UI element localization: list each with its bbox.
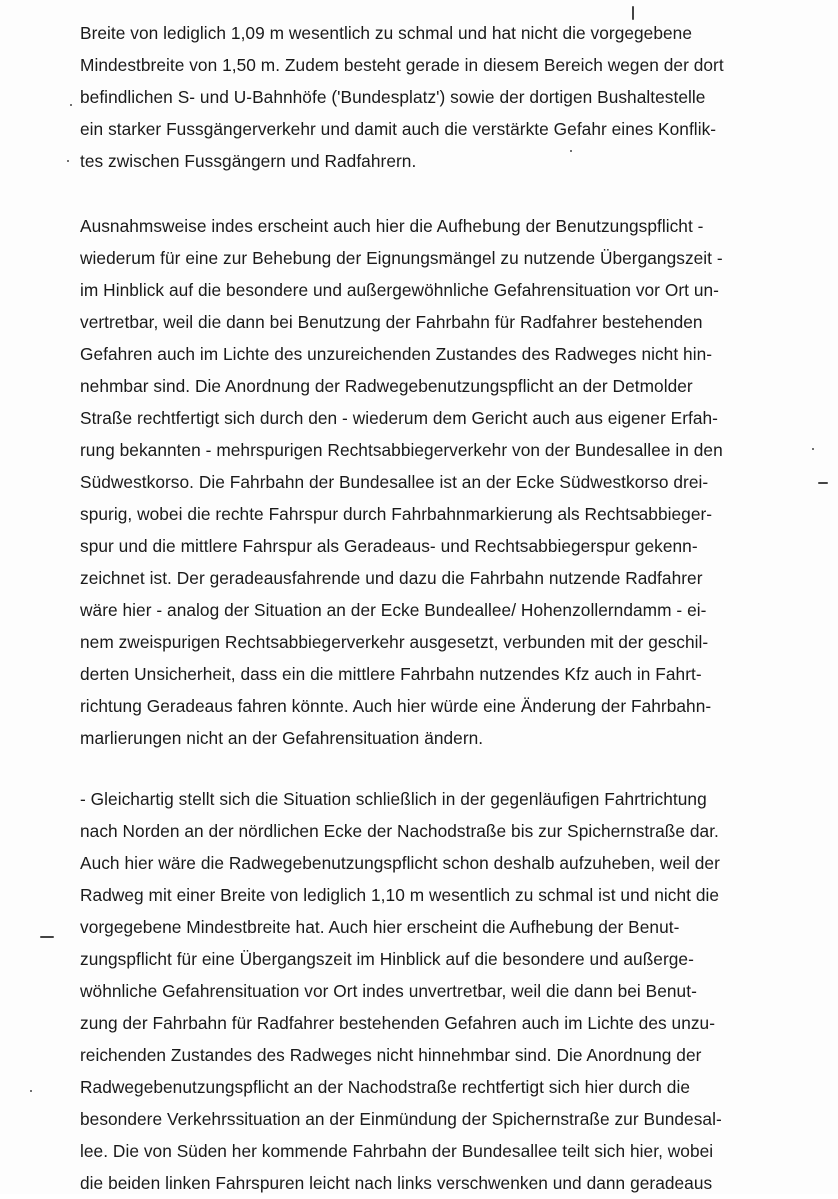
text-line: vertretbar, weil die dann bei Benutzung der Fahrbahn für Radfahrer bestehenden <box>80 312 703 332</box>
text-line: - Gleichartig stellt sich die Situation schließlich in der gegenläufigen Fahrtrichtung <box>80 789 707 809</box>
text-line: derten Unsicherheit, dass ein die mittlere Fahrbahn nutzendes Kfz auch in Fahrt- <box>80 664 702 684</box>
scan-speck <box>632 6 634 20</box>
text-line: vorgegebene Mindestbreite hat. Auch hier erscheint die Aufhebung der Benut- <box>80 917 680 937</box>
paragraph-3 <box>80 783 815 1199</box>
text-line: wäre hier - analog der Situation an der Ecke Bundeallee/ Hohenzollerndamm - ei- <box>80 600 707 620</box>
text-line: Radweg mit einer Breite von lediglich 1,10 m wesentlich zu schmal ist und nicht die <box>80 885 720 905</box>
scan-speck <box>570 150 572 152</box>
paragraph-1 <box>80 17 815 177</box>
scan-speck <box>70 104 72 106</box>
text-line: im Hinblick auf die besondere und außergewöhnliche Gefahrensituation vor Ort un- <box>80 280 719 300</box>
scan-speck <box>40 936 54 938</box>
text-line: die beiden linken Fahrspuren leicht nach links verschwenken und dann geradeaus <box>80 1173 713 1193</box>
text-line: wöhnliche Gefahrensituation vor Ort indes unvertretbar, weil die dann bei Benut- <box>80 981 697 1001</box>
text-line: nach Norden an der nördlichen Ecke der Nachodstraße bis zur Spichernstraße dar. <box>80 821 719 841</box>
text-line: ein starker Fussgängerverkehr und damit auch die verstärkte Gefahr eines Konflik- <box>80 119 717 139</box>
text-line: Auch hier wäre die Radwegebenutzungspflicht schon deshalb aufzuheben, weil der <box>80 853 720 873</box>
text-line: wiederum für eine zur Behebung der Eignungsmängel zu nutzende Übergangszeit - <box>80 248 723 268</box>
text-line: lee. Die von Süden her kommende Fahrbahn der Bundesallee teilt sich hier, wobei <box>80 1141 714 1161</box>
scan-speck <box>30 1090 32 1092</box>
text-line: nehmbar sind. Die Anordnung der Radwegebenutzungspflicht an der Detmolder <box>80 376 693 396</box>
scan-speck <box>812 448 814 450</box>
text-line: zeichnet ist. Der geradeausfahrende und dazu die Fahrbahn nutzende Radfahrer <box>80 568 703 588</box>
text-line: besondere Verkehrssituation an der Einmündung der Spichernstraße zur Bundesal- <box>80 1109 722 1129</box>
text-line: marlierungen nicht an der Gefahrensituation ändern. <box>80 728 484 748</box>
text-line: Breite von lediglich 1,09 m wesentlich zu schmal und hat nicht die vorgegebene <box>80 23 692 43</box>
text-line: Ausnahmsweise indes erscheint auch hier die Aufhebung der Benutzungspflicht - <box>80 216 704 236</box>
text-line: spur und die mittlere Fahrspur als Geradeaus- und Rechtsabbiegerspur gekenn- <box>80 536 698 556</box>
text-line: reichenden Zustandes des Radweges nicht hinnehmbar sind. Die Anordnung der <box>80 1045 702 1065</box>
text-line: rung bekannten - mehrspurigen Rechtsabbiegerverkehr von der Bundesallee in den <box>80 440 723 460</box>
text-line: Straße rechtfertigt sich durch den - wiederum dem Gericht auch aus eigener Erfah- <box>80 408 718 428</box>
text-line: zungspflicht für eine Übergangszeit im Hinblick auf die besondere und außerge- <box>80 949 694 969</box>
scan-speck <box>67 160 69 162</box>
text-line: richtung Geradeaus fahren könnte. Auch hier würde eine Änderung der Fahrbahn- <box>80 696 712 716</box>
paragraph-2 <box>80 210 815 754</box>
text-line: zung der Fahrbahn für Radfahrer bestehenden Gefahren auch im Lichte des unzu- <box>80 1013 716 1033</box>
text-line: spurig, wobei die rechte Fahrspur durch Fahrbahnmarkierung als Rechtsabbieger- <box>80 504 713 524</box>
scan-speck <box>818 482 828 484</box>
text-line: Gefahren auch im Lichte des unzureichenden Zustandes des Radweges nicht hin- <box>80 344 713 364</box>
text-line: tes zwischen Fussgängern und Radfahrern. <box>80 151 417 171</box>
text-line: nem zweispurigen Rechtsabbiegerverkehr ausgesetzt, verbunden mit der geschil- <box>80 632 709 652</box>
text-line: befindlichen S- und U-Bahnhöfe ('Bundesplatz') sowie der dortigen Bushaltestelle <box>80 87 706 107</box>
text-line: Radwegebenutzungspflicht an der Nachodstraße rechtfertigt sich hier durch die <box>80 1077 690 1097</box>
text-line: Mindestbreite von 1,50 m. Zudem besteht gerade in diesem Bereich wegen der dort <box>80 55 724 75</box>
text-line: Südwestkorso. Die Fahrbahn der Bundesallee ist an der Ecke Südwestkorso drei- <box>80 472 709 492</box>
